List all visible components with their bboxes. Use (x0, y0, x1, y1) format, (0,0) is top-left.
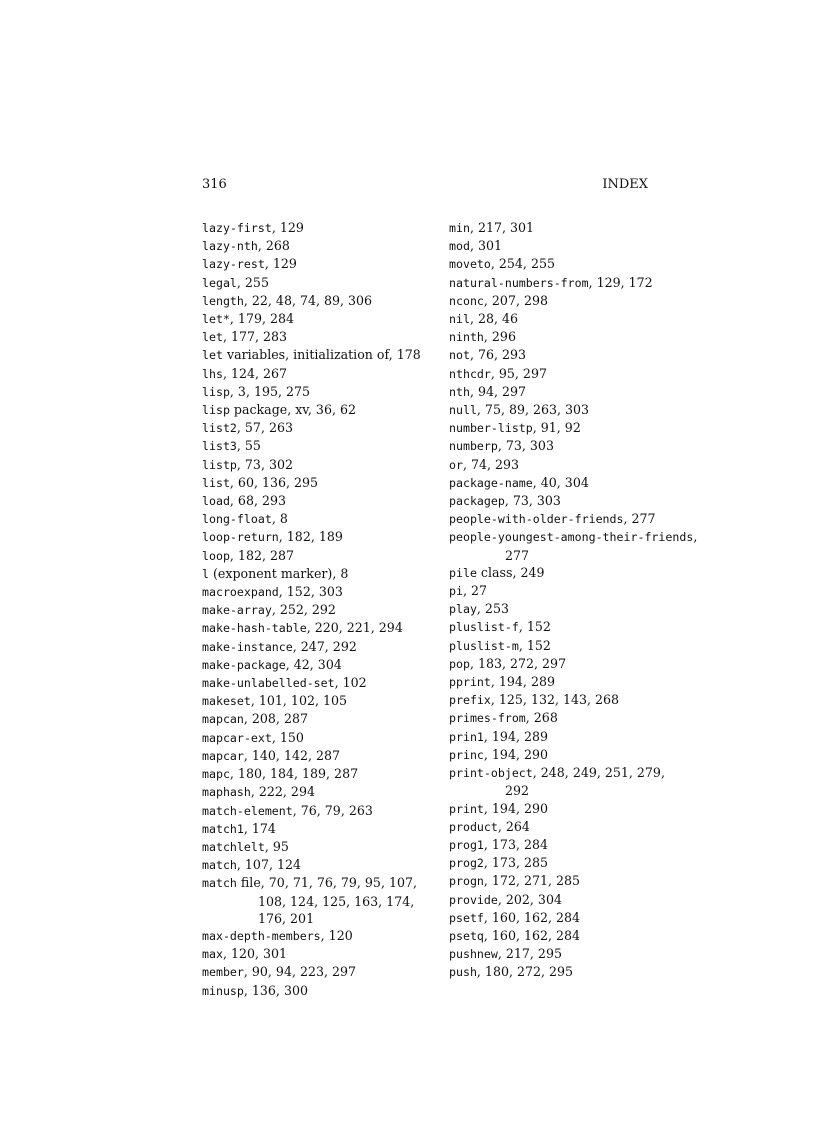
index-term: length (202, 293, 244, 308)
index-entry (202, 963, 452, 981)
index-page-refs: , 207, 298 (483, 292, 548, 308)
index-page-refs: , 8 (271, 511, 288, 527)
index-page-refs: , 301 (469, 238, 502, 254)
index-entry (449, 582, 699, 600)
index-entry (449, 492, 699, 510)
index-entry (449, 709, 699, 727)
index-page-refs: , 253 (476, 601, 509, 617)
index-term: macroexpand (202, 585, 279, 600)
index-entry (449, 528, 699, 563)
index-entry (449, 310, 699, 328)
index-page-refs: , 254, 255 (490, 256, 555, 272)
index-page-refs: , 255 (236, 274, 269, 290)
index-page-refs: , 179, 284 (229, 311, 295, 327)
index-term: let (202, 348, 223, 363)
index-entry (202, 802, 452, 820)
index-page-refs: , 74, 293 (462, 456, 520, 472)
index-term: list3 (202, 439, 237, 454)
index-entry (449, 219, 699, 237)
index-entry (449, 365, 699, 383)
index-entry (449, 237, 699, 255)
index-entry (202, 456, 452, 474)
index-term: or (449, 457, 463, 472)
index-page-refs: , 182, 189 (278, 529, 343, 545)
index-page-refs: , 107, 124 (236, 857, 301, 873)
index-page-refs: file, 70, 71, 76, 79, 95, 107, (236, 875, 417, 891)
index-entry (202, 656, 452, 674)
index-page-refs: , 174 (243, 820, 276, 836)
index-column-left (202, 219, 452, 1000)
index-term: lazy-first (202, 221, 272, 235)
index-page-refs: package, xv, 36, 62 (229, 402, 356, 418)
index-page-refs: (exponent marker), 8 (208, 565, 349, 581)
index-entry (202, 274, 452, 292)
index-term: match (202, 858, 237, 873)
index-page-refs: , 248, 249, 251, 279, (532, 765, 665, 781)
index-entry (449, 818, 699, 836)
index-term: max-depth-members (202, 928, 321, 943)
index-entry (202, 927, 452, 945)
index-page-refs: , 172, 271, 285 (483, 873, 581, 889)
index-term: product (449, 819, 498, 834)
index-page-refs: , 152, 303 (278, 584, 343, 600)
index-term: lazy-rest (202, 257, 265, 272)
index-page-refs: , 129 (271, 220, 304, 235)
index-term: prin1 (449, 729, 484, 744)
index-entry (202, 747, 452, 765)
index-entry (449, 927, 699, 945)
index-term: list2 (202, 421, 237, 436)
index-term: ninth (449, 330, 484, 345)
index-entry (202, 674, 452, 692)
index-entry (202, 583, 452, 601)
index-page-refs: , 268 (257, 238, 290, 254)
index-page-refs: , 217, 295 (497, 946, 562, 962)
index-page-refs: , 173, 284 (483, 836, 548, 852)
index-term: provide (449, 892, 498, 907)
index-entry (449, 292, 699, 310)
index-page-refs: , 268 (525, 710, 558, 726)
index-page-refs: , 220, 221, 294 (306, 620, 403, 636)
index-term: pluslist-f (449, 620, 519, 635)
index-term: match-element (202, 803, 293, 818)
index-page-refs: , 252, 292 (271, 602, 336, 618)
index-term: makeset (202, 694, 251, 709)
index-page-refs: , 208, 287 (243, 711, 308, 727)
index-term: push (449, 965, 477, 980)
index-term: list (202, 475, 230, 490)
index-term: match1 (202, 821, 244, 836)
index-entry (449, 564, 699, 582)
index-term: pile (449, 565, 477, 580)
index-term: make-hash-table (202, 621, 307, 636)
index-term: let* (202, 312, 230, 327)
running-head: INDEX (602, 177, 648, 192)
index-term: prog1 (449, 837, 484, 852)
index-entry (202, 365, 452, 383)
index-term: lisp (202, 384, 230, 399)
index-entry (449, 836, 699, 854)
index-term: nil (449, 312, 470, 327)
index-entry (202, 510, 452, 528)
index-entry (449, 383, 699, 401)
index-page-refs: , 73, 303 (504, 493, 561, 509)
index-term: print-object (449, 766, 533, 781)
index-page-refs: , 173, 285 (483, 855, 548, 871)
index-entry (202, 528, 452, 546)
index-term: prefix (449, 693, 491, 708)
index-page-refs: , 28, 46 (469, 311, 519, 327)
index-entry (202, 710, 452, 728)
index-term: nthcdr (449, 366, 491, 381)
index-entry (449, 872, 699, 890)
index-entry (202, 692, 452, 710)
index-entry (202, 729, 452, 747)
index-entry (449, 255, 699, 273)
index-entry (202, 401, 452, 419)
index-page-refs: , 120, 301 (222, 946, 288, 962)
index-entry (202, 565, 452, 583)
index-entry (202, 474, 452, 492)
index-entry (449, 945, 699, 963)
index-page-refs: , 150 (271, 729, 304, 745)
index-entry (202, 838, 452, 856)
index-page-refs: , 160, 162, 284 (483, 909, 581, 925)
index-term: lazy-nth (202, 239, 258, 254)
index-entry (202, 638, 452, 656)
index-term: lisp (202, 403, 230, 418)
index-entry (202, 601, 452, 619)
index-term: nth (449, 384, 470, 399)
index-entry (449, 963, 699, 981)
index-entry (449, 728, 699, 746)
index-entry (202, 765, 452, 783)
index-page-refs: , 27 (462, 583, 488, 599)
index-term: prog2 (449, 856, 484, 871)
index-term: not (449, 348, 470, 363)
page-number: 316 (202, 177, 227, 192)
index-page-refs: , 247, 292 (292, 638, 357, 654)
index-page-refs: , 124, 267 (222, 365, 288, 381)
index-entry (202, 292, 452, 310)
index-entry (449, 618, 699, 636)
index-page-refs: , 90, 94, 223, 297 (243, 964, 357, 980)
index-page-refs: , 129, 172 (588, 274, 653, 290)
index-term: numberp (449, 439, 498, 454)
index-page-refs: , 40, 304 (532, 474, 589, 490)
index-entry-continuation: 292 (505, 783, 530, 799)
index-page-refs: , (693, 529, 698, 545)
index-page-refs: , 75, 89, 263, 303 (476, 402, 590, 418)
index-entry (202, 619, 452, 637)
index-page-refs: , 217, 301 (469, 220, 535, 235)
index-entry (202, 237, 452, 255)
index-entry (449, 346, 699, 364)
index-term: make-array (202, 603, 272, 618)
index-entry (202, 346, 452, 364)
index-term: natural-numbers-from (449, 275, 589, 290)
index-page-refs: , 91, 92 (532, 420, 581, 436)
index-entry (202, 310, 452, 328)
index-page-refs: , 42, 304 (285, 656, 342, 672)
index-page-refs: , 277 (623, 511, 656, 527)
index-term: package-name (449, 475, 533, 490)
index-page-refs: , 180, 184, 189, 287 (229, 766, 359, 782)
index-entry (449, 437, 699, 455)
index-page-refs: , 101, 102, 105 (250, 693, 348, 709)
index-term: primes-from (449, 711, 526, 726)
index-term: pprint (449, 675, 491, 690)
index-entry (449, 637, 699, 655)
index-entry (449, 274, 699, 292)
index-page-refs: , 194, 289 (490, 674, 555, 690)
index-page-refs: , 194, 289 (483, 728, 548, 744)
index-entry (202, 492, 452, 510)
index-term: people-with-older-friends (449, 512, 624, 527)
index-page-refs: , 76, 293 (469, 347, 527, 363)
index-term: minusp (202, 983, 244, 998)
index-term: moveto (449, 257, 491, 272)
index-term: max (202, 947, 223, 962)
index-term: print (449, 801, 484, 816)
index-page-refs: , 57, 263 (236, 420, 293, 436)
index-term: long-float (202, 512, 272, 527)
index-term: pi (449, 584, 463, 599)
index-entry (202, 547, 452, 565)
index-entry (449, 854, 699, 872)
index-page-refs: , 264 (497, 818, 530, 834)
index-entry (449, 891, 699, 909)
index-page-refs: , 55 (236, 438, 261, 454)
index-term: make-unlabelled-set (202, 676, 335, 691)
index-entry (202, 982, 452, 1000)
index-entry (449, 746, 699, 764)
index-page-refs: , 152 (518, 619, 551, 635)
index-page-refs: , 60, 136, 295 (229, 474, 319, 490)
index-page-refs: , 3, 195, 275 (229, 383, 311, 399)
index-page-refs: , 180, 272, 295 (476, 964, 574, 980)
index-page-refs: , 152 (518, 637, 551, 653)
index-term: progn (449, 874, 484, 889)
index-entry (449, 419, 699, 437)
index-page-refs: , 22, 48, 74, 89, 306 (243, 292, 373, 308)
index-term: pluslist-m (449, 638, 519, 653)
index-page-refs: , 129 (264, 256, 297, 272)
index-term: l (202, 566, 209, 581)
index-term: nconc (449, 293, 484, 308)
index-entry (202, 783, 452, 801)
index-page-refs: , 94, 297 (469, 383, 527, 399)
index-page-refs: , 182, 287 (229, 547, 295, 563)
index-page-refs: , 194, 290 (483, 800, 548, 816)
index-term: number-listp (449, 421, 533, 436)
index-entry (449, 328, 699, 346)
index-entry (202, 255, 452, 273)
index-page-refs: , 296 (483, 329, 516, 345)
index-page-refs: , 73, 303 (497, 438, 554, 454)
page-header (202, 177, 648, 195)
index-entry (449, 800, 699, 818)
index-term: lhs (202, 366, 223, 381)
index-entry (202, 945, 452, 963)
index-term: mapcar (202, 748, 244, 763)
index-term: mapcan (202, 712, 244, 727)
index-term: null (449, 403, 477, 418)
index-entry (202, 219, 452, 237)
index-entry (449, 474, 699, 492)
index-term: maphash (202, 785, 251, 800)
index-page-refs: , 125, 132, 143, 268 (490, 692, 620, 708)
index-page-refs: , 177, 283 (222, 329, 288, 345)
index-term: make-instance (202, 639, 293, 654)
index-entry-continuation: 108, 124, 125, 163, 174, (258, 893, 415, 909)
index-term: legal (202, 275, 237, 290)
index-term: member (202, 965, 244, 980)
index-term: princ (449, 747, 484, 762)
index-term: make-package (202, 657, 286, 672)
index-term: pushnew (449, 947, 498, 962)
index-entry (202, 383, 452, 401)
index-column-right (449, 219, 699, 982)
index-entry (449, 764, 699, 799)
index-entry (202, 820, 452, 838)
index-page-refs: , 95, 297 (490, 365, 547, 381)
index-term: match (202, 876, 237, 891)
index-term: let (202, 330, 223, 345)
index-term: psetq (449, 928, 484, 943)
index-page-refs: , 102 (334, 675, 367, 691)
index-entry (202, 874, 452, 927)
index-page-refs: , 202, 304 (497, 891, 562, 907)
index-term: packagep (449, 494, 505, 509)
index-term: listp (202, 457, 237, 472)
index-entry (449, 401, 699, 419)
index-term: matchlelt (202, 839, 265, 854)
index-page-refs: , 160, 162, 284 (483, 927, 581, 943)
index-page-refs: , 194, 290 (483, 746, 548, 762)
index-page-refs: , 183, 272, 297 (469, 655, 567, 671)
index-entry (202, 419, 452, 437)
index-term: loop-return (202, 530, 279, 545)
index-term: play (449, 602, 477, 617)
index-term: pop (449, 656, 470, 671)
index-term: min (449, 221, 470, 235)
index-entry (449, 909, 699, 927)
index-page-refs: class, 249 (476, 564, 545, 580)
index-page-refs: , 68, 293 (229, 493, 286, 509)
index-entry-continuation: 176, 201 (258, 910, 315, 926)
index-term: mapc (202, 767, 230, 782)
index-entry (202, 856, 452, 874)
index-entry (202, 328, 452, 346)
index-entry (449, 510, 699, 528)
index-entry (202, 437, 452, 455)
index-page-refs: variables, initialization of, 178 (222, 347, 421, 363)
index-page-refs: , 222, 294 (250, 784, 315, 800)
index-page-refs: , 136, 300 (243, 982, 308, 998)
index-term: mapcar-ext (202, 730, 272, 745)
index-term: people-youngest-among-their-friends (449, 530, 694, 545)
index-page-refs: , 95 (264, 838, 289, 854)
index-page-refs: , 76, 79, 263 (292, 802, 373, 818)
index-entry (449, 456, 699, 474)
index-entry (449, 655, 699, 673)
index-term: load (202, 494, 230, 509)
index-page-refs: , 140, 142, 287 (243, 747, 341, 763)
index-term: psetf (449, 910, 484, 925)
index-page-refs: , 120 (320, 927, 353, 943)
index-entry (449, 691, 699, 709)
index-term: loop (202, 548, 230, 563)
index-entry (449, 673, 699, 691)
index-entry-continuation: 277 (505, 547, 530, 563)
index-page-refs: , 73, 302 (236, 456, 293, 472)
index-entry (449, 600, 699, 618)
index-term: mod (449, 239, 470, 254)
